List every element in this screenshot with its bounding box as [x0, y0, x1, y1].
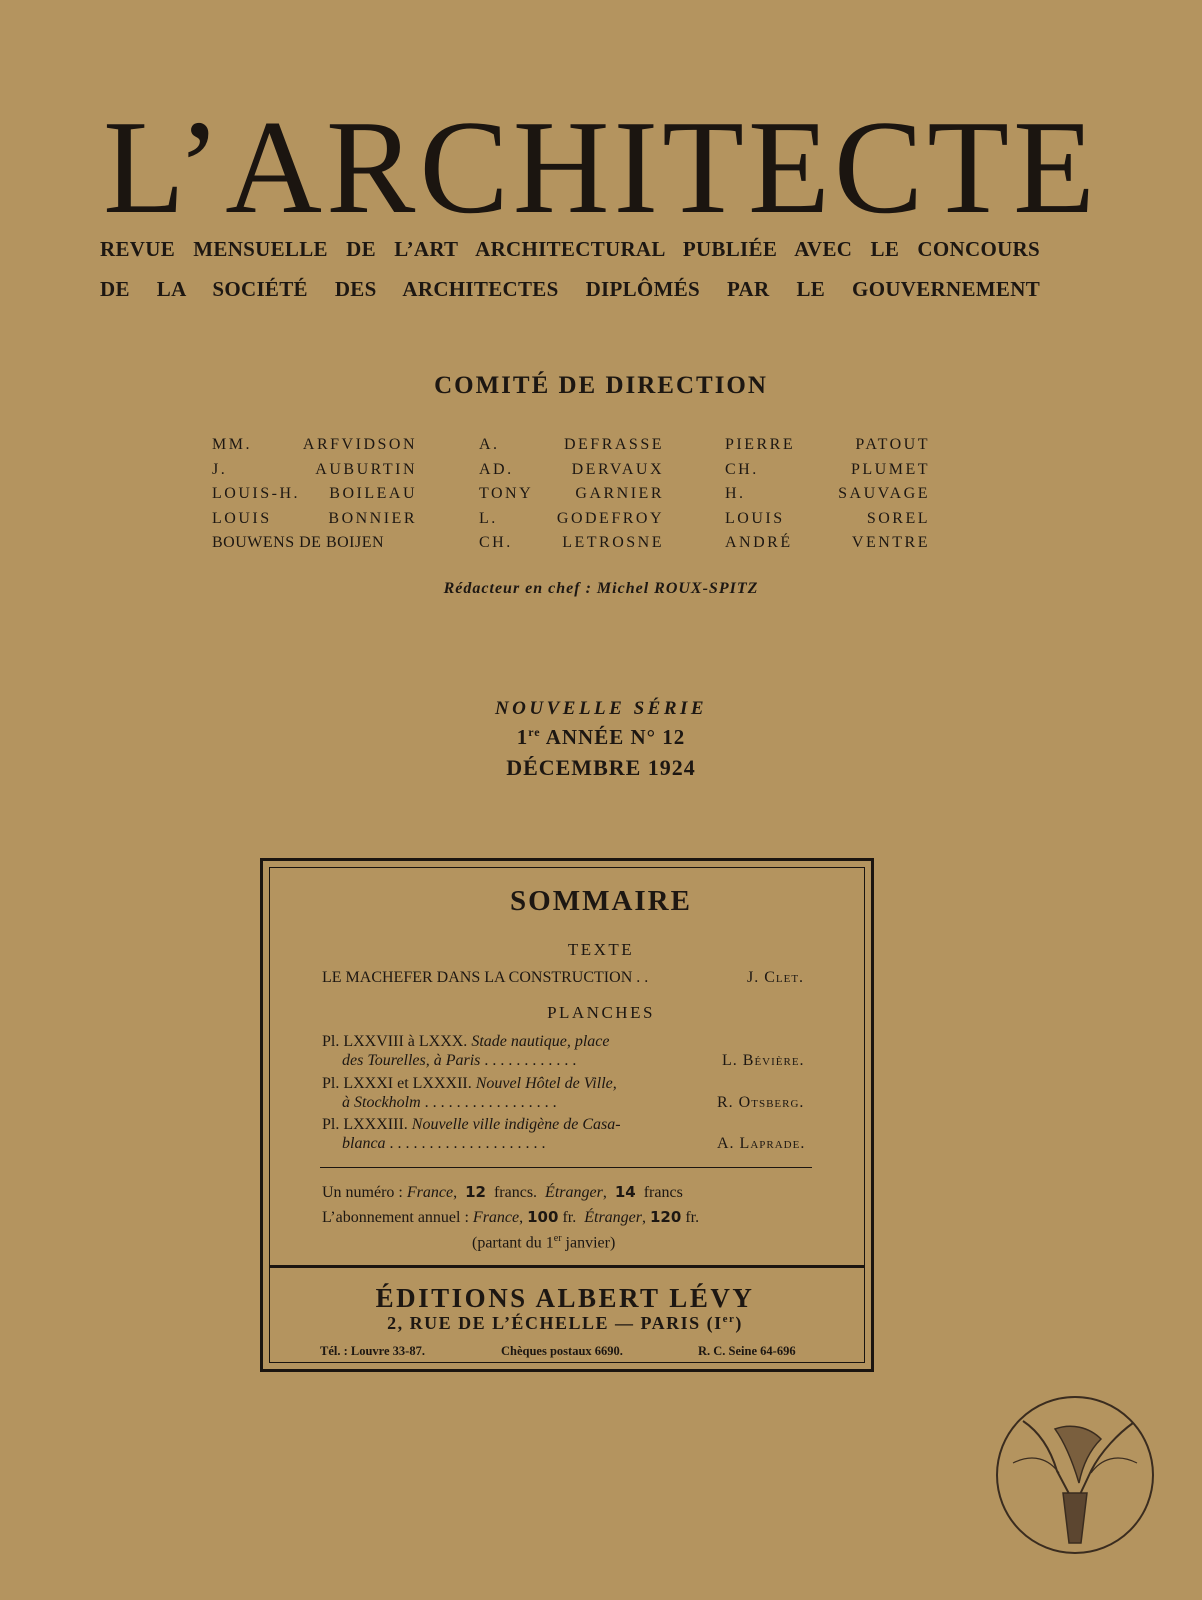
- publisher-registry: R. C. Seine 64-696: [698, 1344, 796, 1358]
- address-text: ): [735, 1313, 743, 1333]
- committee-member: CH. PLUMET: [725, 460, 930, 478]
- price-region: Étranger: [545, 1184, 603, 1201]
- issue-year-prefix: 1: [516, 725, 529, 749]
- summary-rule: [320, 1167, 812, 1168]
- plate-ref: Pl. LXXXI et LXXXII.: [322, 1075, 476, 1092]
- plate-entry-line: [342, 1052, 805, 1070]
- subtitle-line-1: REVUE MENSUELLE DE L’ART ARCHITECTURAL PUBLIÉE AVEC LE CONCOURS: [100, 237, 1040, 261]
- price-unit: fr.: [685, 1209, 700, 1226]
- committee-column-3: [725, 433, 930, 556]
- plate-entry-line: [322, 1075, 617, 1093]
- leader-dots: . . . . . . . . . . . . . . . . .: [420, 1094, 557, 1111]
- editor-in-chief: Rédacteur en chef : Michel ROUX-SPITZ: [443, 580, 759, 597]
- issue-year-rest: ANNÉE N° 12: [540, 725, 686, 749]
- plates-section-heading: PLANCHES: [547, 1003, 655, 1022]
- committee-member: L. GODEFROY: [479, 509, 664, 527]
- start-text: janvier): [561, 1234, 616, 1252]
- plate-description: Stade nautique, place: [471, 1033, 610, 1050]
- article-author: J. Clet.: [747, 969, 805, 986]
- plate-entry-line: [322, 1116, 621, 1134]
- price-region: Étranger: [584, 1209, 642, 1226]
- committee-member: AD. DERVAUX: [479, 460, 664, 478]
- price-value: 120: [650, 1208, 682, 1226]
- price-region: France: [406, 1184, 454, 1201]
- issue-date: DÉCEMBRE 1924: [506, 755, 696, 780]
- plate-author: A. Laprade.: [717, 1135, 806, 1152]
- plate-description: blanca: [342, 1135, 386, 1152]
- publisher-phone: Tél. : Louvre 33-87.: [320, 1344, 425, 1358]
- subscription-price: L’abonnement annuel : France, 100 fr. Étranger, 120 fr.: [322, 1208, 700, 1226]
- committee-member: ANDRÉ VENTRE: [725, 534, 930, 551]
- issue-price: Un numéro : France, 12 francs. Étranger, 14 francs: [322, 1183, 683, 1201]
- publisher-cheques: Chèques postaux 6690.: [501, 1344, 623, 1358]
- address-text: 2, RUE DE L’ÉCHELLE — PARIS (I: [387, 1313, 723, 1333]
- committee-member: CH. LETROSNE: [479, 534, 664, 551]
- publisher-name: ÉDITIONS ALBERT LÉVY: [375, 1283, 755, 1313]
- committee-member: BOUWENS DE BOIJEN: [212, 534, 385, 551]
- committee-member: LOUIS BONNIER: [212, 509, 417, 527]
- committee-member: MM. ARFVIDSON: [212, 436, 417, 453]
- subscription-start: [472, 1233, 615, 1252]
- price-unit: fr.: [562, 1209, 577, 1226]
- committee-member: TONY GARNIER: [479, 485, 664, 502]
- price-region: France: [472, 1209, 520, 1226]
- text-section-heading: TEXTE: [567, 940, 635, 959]
- price-label: L’abonnement annuel :: [322, 1209, 473, 1226]
- committee-member: J. AUBURTIN: [212, 460, 417, 478]
- price-value: 14: [614, 1183, 636, 1201]
- committee-member: LOUIS-H. BOILEAU: [212, 485, 417, 502]
- address-sup: er: [722, 1313, 736, 1325]
- price-value: 100: [527, 1208, 559, 1226]
- start-sup: er: [553, 1233, 562, 1244]
- plate-ref: Pl. LXXVIII à LXXX.: [322, 1033, 472, 1050]
- summary-heading: SOMMAIRE: [510, 885, 692, 917]
- committee-column-1: [212, 433, 417, 556]
- price-label: Un numéro :: [322, 1184, 407, 1201]
- plate-description: Nouvelle ville indigène de Casa-: [411, 1116, 621, 1133]
- plate-entry-line: [342, 1135, 806, 1153]
- committee-member: LOUIS SOREL: [725, 509, 930, 527]
- publisher-logo-icon: [993, 1393, 1157, 1557]
- leader-dots: . . . . . . . . . . . .: [480, 1052, 577, 1069]
- start-text: (partant du 1: [472, 1234, 554, 1252]
- price-unit: francs: [643, 1184, 683, 1201]
- article-title: LE MACHEFER DANS LA CONSTRUCTION . .: [322, 969, 649, 986]
- leader-dots: . . . . . . . . . . . . . . . . . . . .: [385, 1135, 546, 1152]
- committee-heading: COMITÉ DE DIRECTION: [434, 372, 768, 399]
- plate-ref: Pl. LXXXIII.: [322, 1116, 412, 1133]
- summary-separator: [269, 1265, 865, 1268]
- committee-member: PIERRE PATOUT: [725, 436, 930, 453]
- plate-author: L. Bévière.: [722, 1052, 805, 1069]
- plate-author: R. Otsberg.: [717, 1094, 805, 1111]
- issue-year-sup: re: [528, 725, 541, 739]
- plate-entry-line: [322, 1033, 610, 1051]
- series-label: NOUVELLE SÉRIE: [494, 698, 708, 719]
- plate-entry-line: [342, 1094, 805, 1112]
- journal-title: L’ARCHITECTE: [103, 93, 1099, 241]
- plate-description: Nouvel Hôtel de Ville,: [475, 1075, 617, 1092]
- price-unit: francs.: [493, 1184, 538, 1201]
- price-value: 12: [465, 1183, 486, 1201]
- publisher-address: [0, 1313, 1130, 1334]
- committee-member: H. SAUVAGE: [725, 485, 930, 502]
- committee-column-2: [479, 433, 664, 556]
- plate-description: des Tourelles, à Paris: [342, 1052, 481, 1069]
- plate-description: à Stockholm: [342, 1094, 421, 1111]
- issue-number: [0, 725, 1202, 750]
- subtitle-line-2: DE LA SOCIÉTÉ DES ARCHITECTES DIPLÔMÉS PAR LE GOUVERNEMENT: [100, 277, 1040, 301]
- committee-member: A. DEFRASSE: [479, 436, 664, 453]
